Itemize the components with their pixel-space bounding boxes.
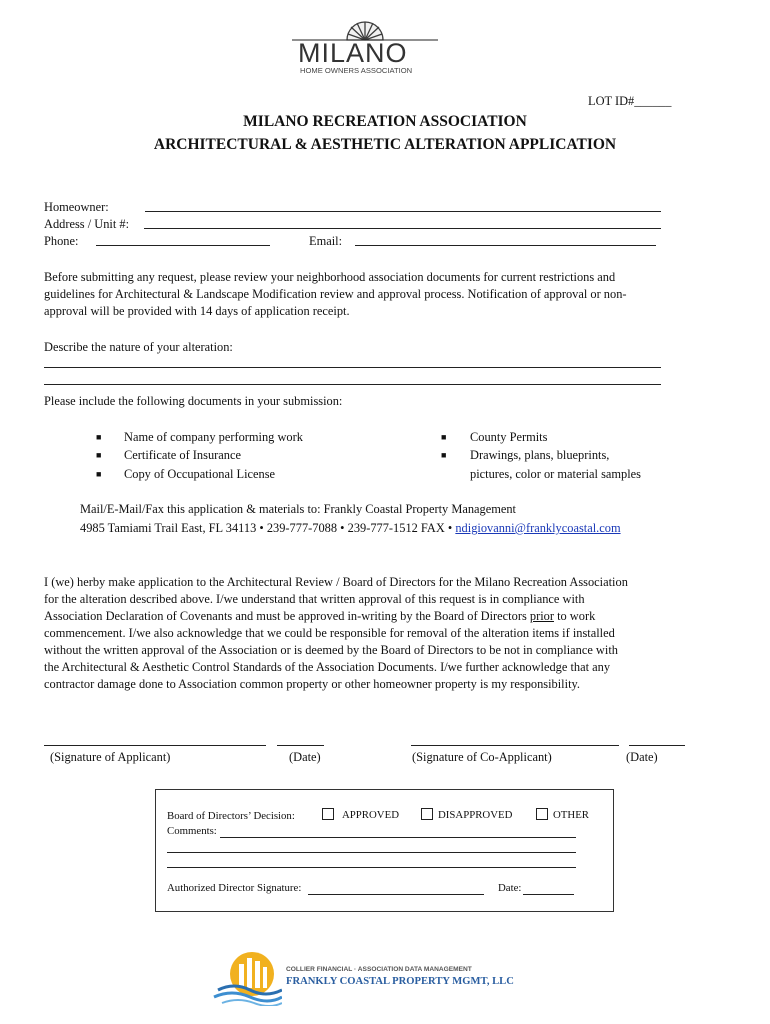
date-caption-1: (Date)	[289, 750, 321, 764]
mail-fax: 239-777-1512 FAX	[347, 521, 445, 535]
mail-line-2	[80, 520, 621, 537]
list-item: pictures, color or material samples	[470, 467, 642, 481]
board-date-field[interactable]	[523, 894, 574, 895]
separator-dot: •	[259, 521, 264, 535]
signature-applicant-caption: (Signature of Applicant)	[50, 750, 171, 764]
list-item: Drawings, plans, blueprints,	[470, 448, 610, 462]
phone-row	[44, 233, 78, 250]
intro-line-1: Before submitting any request, please review your neighborhood association documents for current restrictions and	[44, 270, 616, 284]
address-label: Address / Unit #:	[44, 217, 130, 231]
list-item: Name of company performing work	[124, 430, 303, 444]
date-co-applicant-line[interactable]	[629, 745, 685, 746]
email-label: Email:	[309, 234, 343, 248]
other-checkbox[interactable]	[536, 808, 548, 820]
describe-field-2[interactable]	[44, 373, 661, 385]
mail-address: 4985 Tamiami Trail East, FL 34113	[80, 521, 257, 535]
email-field[interactable]	[355, 234, 656, 246]
title-line-2: ARCHITECTURAL & AESTHETIC ALTERATION APPLICATION	[153, 136, 617, 153]
list-item: Certificate of Insurance	[124, 448, 241, 462]
describe-label: Describe the nature of your alteration:	[44, 340, 233, 354]
declaration-line-3-start: Association Declaration of Covenants and must be approved in-writing by the Board of Directors	[44, 609, 530, 623]
mail-phone: 239-777-7088	[266, 521, 338, 535]
authorized-signature-label: Authorized Director Signature:	[167, 882, 302, 894]
lot-id: LOT ID#______	[588, 94, 672, 108]
approved-label: APPROVED	[342, 809, 399, 821]
intro-line-2: guidelines for Architectural & Landscape Modification review and approval process. Notification of approval or non-	[44, 287, 627, 301]
homeowner-label: Homeowner:	[44, 200, 109, 214]
comments-field-3[interactable]	[167, 867, 576, 868]
declaration-line-3	[44, 608, 595, 625]
declaration-line-6: the Architectural & Aesthetic Control Standards of the Association Documents. I/we further acknowledge that any	[44, 660, 611, 674]
comments-field-1[interactable]	[220, 837, 576, 838]
comments-label: Comments:	[167, 825, 217, 837]
homeowner-row	[44, 199, 109, 216]
milano-brand-text: MILANO	[298, 38, 408, 68]
sun-waves-icon	[212, 948, 282, 1006]
list-item: County Permits	[470, 430, 548, 444]
milano-subtitle: HOME OWNERS ASSOCIATION	[300, 66, 413, 75]
bullet-icon: ■	[441, 450, 447, 460]
milano-logo	[290, 10, 440, 78]
phone-label: Phone:	[44, 234, 79, 248]
prior-underlined: prior	[529, 609, 554, 623]
list-item: Copy of Occupational License	[124, 467, 276, 481]
other-label: OTHER	[553, 809, 589, 821]
declaration-line-7: contractor damage done to Association common property or other homeowner property is my responsibility.	[44, 677, 580, 691]
board-decision-box	[155, 789, 614, 912]
bullet-icon: ■	[96, 450, 102, 460]
signature-applicant-line[interactable]	[44, 745, 266, 746]
declaration-line-4: commencement. I/we also acknowledge that we could be responsible for removal of the alteration items if installed	[44, 626, 615, 640]
declaration-line-5: without the written approval of the Association or is deemed by the Board of Directors to be not in compliance with	[44, 643, 618, 657]
comments-field-2[interactable]	[167, 852, 576, 853]
declaration-line-1: I (we) herby make application to the Architectural Review / Board of Directors for the Milano Recreation Association	[44, 575, 628, 589]
bullet-icon: ■	[96, 469, 102, 479]
date-caption-2: (Date)	[626, 750, 658, 764]
phone-field[interactable]	[96, 234, 270, 246]
address-row	[44, 216, 129, 233]
disapproved-checkbox[interactable]	[421, 808, 433, 820]
address-field[interactable]	[144, 217, 661, 229]
authorized-signature-field[interactable]	[308, 894, 484, 895]
separator-dot: •	[340, 521, 345, 535]
include-label: Please include the following documents in your submission:	[44, 394, 343, 408]
intro-line-3: approval will be provided with 14 days of application receipt.	[44, 304, 350, 318]
date-applicant-line[interactable]	[277, 745, 324, 746]
declaration-line-2: for the alteration described above. I/we understand that written approval of this request is in compliance with	[44, 592, 585, 606]
disapproved-label: DISAPPROVED	[438, 809, 513, 821]
footer-tagline: COLLIER FINANCIAL · ASSOCIATION DATA MANAGEMENT	[286, 966, 472, 973]
signature-co-applicant-caption: (Signature of Co-Applicant)	[412, 750, 552, 764]
mail-email-link[interactable]: ndigiovanni@franklycoastal.com	[455, 521, 621, 535]
approved-checkbox[interactable]	[322, 808, 334, 820]
signature-co-applicant-line[interactable]	[411, 745, 619, 746]
separator-dot: •	[447, 521, 453, 535]
frankly-coastal-logo	[212, 948, 512, 1006]
mail-line-1: Mail/E-Mail/Fax this application & materials to: Frankly Coastal Property Management	[80, 502, 516, 516]
declaration-line-3-end: to work	[553, 609, 596, 623]
title-line-1: MILANO RECREATION ASSOCIATION	[243, 113, 527, 130]
bullet-icon: ■	[96, 432, 102, 442]
board-date-label: Date:	[498, 882, 522, 894]
describe-field-1[interactable]	[44, 356, 661, 368]
footer-company: FRANKLY COASTAL PROPERTY MGMT, LLC	[286, 976, 514, 987]
homeowner-field[interactable]	[145, 200, 661, 212]
bullet-icon: ■	[441, 432, 447, 442]
decision-label: Board of Directors’ Decision:	[167, 810, 295, 822]
